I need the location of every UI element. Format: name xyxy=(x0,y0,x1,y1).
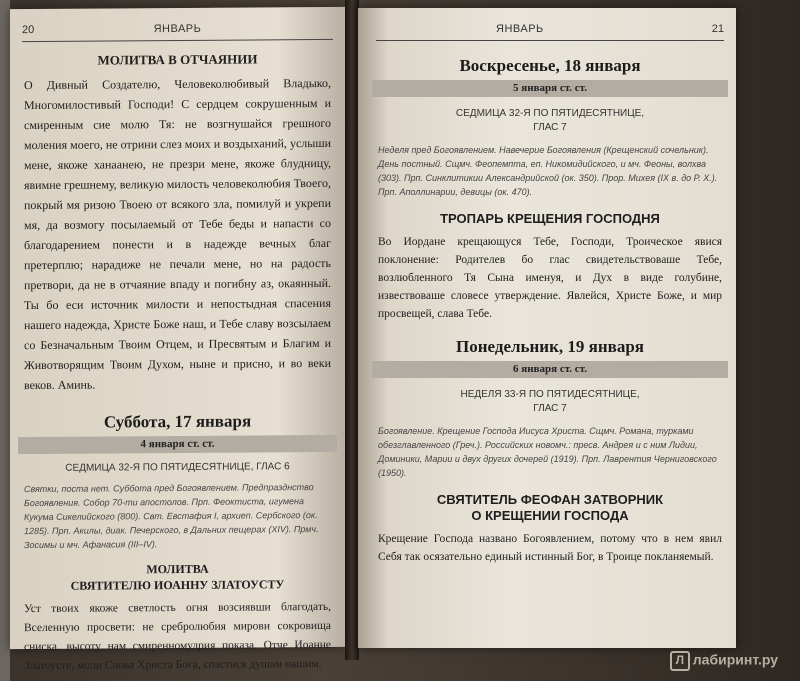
monday-sedmitsa-line2: ГЛАС 7 xyxy=(533,403,567,414)
monday-sedmitsa xyxy=(378,388,722,416)
prayer-despair-title: МОЛИТВА В ОТЧАЯНИИ xyxy=(97,51,258,68)
chrysostom-title-line1: МОЛИТВА xyxy=(146,561,209,577)
monday-title: Понедельник, 19 января xyxy=(456,337,644,356)
saturday-title: Суббота, 17 января xyxy=(103,411,252,432)
labirint-logo-icon: Л xyxy=(670,651,690,671)
troparion-title: ТРОПАРЬ КРЕЩЕНИЯ ГОСПОДНЯ xyxy=(440,211,660,226)
sunday-sedmitsa-line2: ГЛАС 7 xyxy=(533,122,567,133)
desk-edge xyxy=(0,0,10,681)
right-month-header: ЯНВАРЬ xyxy=(496,23,544,35)
sunday-old-style-bar: 5 января ст. ст. xyxy=(372,80,728,97)
sunday-commemorations: Неделя пред Богоявлением. Навечерие Богоявления (Крещенский сочельник). День постный. Сщмч. Феопемпта, еп. Никомидийского, и мч. Феоны, волхва (303). Прп. Синклитикии Александрийской (ок. 350). Прор. Михея (IX в. до Р. Х.). Прп. Аполлинарии, девицы (ок. 470). xyxy=(378,145,718,197)
chrysostom-prayer-title xyxy=(24,560,331,594)
left-content xyxy=(24,47,331,676)
prayer-despair-text: О Дивный Создателю, Человеколюбивый Владыко, Многомилостивый Господи! С сердцем сокрушенным и смиренным сие молю Тя: не возгнушайся грешного моления моего, не отрини слез моих и воздыханий, услыши мене, якоже ханаанею, не презри мене, якоже блудницу, явимне грешнему, великую милость человеколюбия Твоего, покрый мя ризою Твоею от всякого зла, помилуй и укрепи мя, да возмогу посылаемый от Тебе беды и напасти со благодарением понести и в надежде вечных благ претерплю; нарадиже не печали мене, но на радость претвори, да не в отчаяние впаду и погибну аз, окаянный. Ты бо еси источник милости и непостыдная спасения нашего надежда, Христе Боже наш, и Тебе славу возсылаем со Безначальным Твоим Отцем, и Пресвятым и Благим и Животворящим Твоим Духом, ныне и присно, и во веки веков. Аминь. xyxy=(24,75,331,393)
right-content xyxy=(378,48,722,566)
chrysostom-prayer-text: Уст твоих якоже светлость огня возсиявши благодать, Вселенную просвети: не сребролюбия мирови сокровища сниска, высоту нам смиренномудрия показа. Отче Иоанне Златоусте, моли Слова Христа Бога, спастися душам нашим. xyxy=(24,600,331,673)
left-running-head xyxy=(22,21,333,42)
right-page-number: 21 xyxy=(711,23,724,35)
saturday-sedmitsa: СЕДМИЦА 32-Я ПО ПЯТИДЕСЯТНИЦЕ, ГЛАС 6 xyxy=(65,461,290,474)
monday-sedmitsa-line1: НЕДЕЛЯ 33-Я ПО ПЯТИДЕСЯТНИЦЕ, xyxy=(460,389,640,400)
monday-old-style-bar: 6 января ст. ст. xyxy=(372,361,728,378)
feofan-text: Крещение Господа названо Богоявлением, потому что в нем явил Себя так осязательно единый истинный Бог, в Троице покланяемый. xyxy=(378,533,722,563)
saturday-commemorations: Святки, поста нет. Суббота пред Богоявлением. Предпразднство Богоявления. Собор 70-ти апостолов. Прп. Феоктиста, игумена Кукума Сикелийского (800). Свт. Евстафия I, архиеп. Сербского (ок. 1285). Прп. Акилы, диак. Печерского, в Дальних пещерах (XIV). Прмч. Зосимы и мч. Афанасия (III–IV). xyxy=(24,482,319,551)
right-page xyxy=(358,8,736,648)
right-running-head xyxy=(376,22,724,41)
labirint-watermark xyxy=(670,651,778,671)
chrysostom-title-line2: СВЯТИТЕЛЮ ИОАННУ ЗЛАТОУСТУ xyxy=(70,577,285,593)
monday-commemorations: Богоявление. Крещение Господа Иисуса Христа. Сщмч. Романа, турками обезглавленного (Греч.). Российских новомч.: пресв. Андрея и с ним Лидии, Доминики, Марии и двух других дочерей (1919). Прп. Лаврентия Черниговского (1950). xyxy=(378,426,717,478)
left-page-number: 20 xyxy=(22,24,35,37)
sunday-sedmitsa xyxy=(378,107,722,135)
feofan-title-line1: СВЯТИТЕЛЬ ФЕОФАН ЗАТВОРНИК xyxy=(436,492,664,507)
book-gutter xyxy=(345,0,359,660)
troparion-text: Во Иордане крещающуся Тебе, Господи, Троическое явися поклонение: Родителев бо глас свидетельствоваше Тебе, возлюбленного Тя Сына именуя, и Дух в виде голубине, извествоваше словесе утверждение. Явлейся, Христе Боже, и мир просвещей, слава Тебе. xyxy=(378,236,722,320)
left-month-header: ЯНВАРЬ xyxy=(153,22,202,36)
feofan-title-line2: О КРЕЩЕНИИ ГОСПОДА xyxy=(471,508,629,523)
left-page xyxy=(10,7,345,673)
sunday-sedmitsa-line1: СЕДМИЦА 32-Я ПО ПЯТИДЕСЯТНИЦЕ, xyxy=(455,108,645,119)
saturday-old-style-bar: 4 января ст. ст. xyxy=(18,435,337,454)
feofan-title xyxy=(378,492,722,524)
watermark-text: лабиринт.ру xyxy=(692,651,778,668)
sunday-title: Воскресенье, 18 января xyxy=(459,56,641,75)
